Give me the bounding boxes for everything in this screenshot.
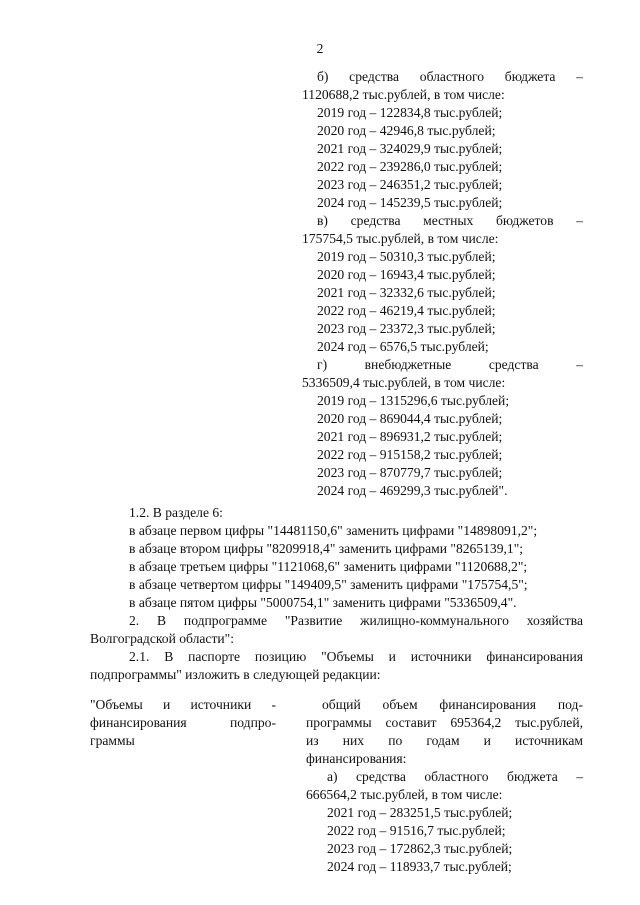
budget-line: 2020 год – 869044,4 тыс.рублей; bbox=[317, 411, 503, 426]
budget-line: 2023 год – 246351,2 тыс.рублей; bbox=[317, 177, 503, 192]
paragraph-2-line2: Волгоградской области": bbox=[90, 631, 235, 646]
budget-line: 2022 год – 915158,2 тыс.рублей; bbox=[317, 447, 503, 462]
table-right-list-line: 2021 год – 283251,5 тыс.рублей; bbox=[327, 805, 513, 820]
paragraph-2-line1: 2. В подпрограмме "Развитие жилищно-коммунального хозяйства bbox=[129, 613, 583, 628]
budget-line: 2021 год – 896931,2 тыс.рублей; bbox=[317, 429, 503, 444]
table-right-intro-line: из них по годам и источникам bbox=[306, 733, 583, 748]
table-right-list-line: 2022 год – 91516,7 тыс.рублей; bbox=[327, 823, 506, 838]
budget-line: 2023 год – 870779,7 тыс.рублей; bbox=[317, 465, 503, 480]
budget-line: 2021 год – 32332,6 тыс.рублей; bbox=[317, 285, 496, 300]
table-right-intro-line: общий объем финансирования под- bbox=[322, 697, 583, 712]
table-right-list-line: а) средства областного бюджета – bbox=[327, 769, 583, 784]
table-right-list-line: 2023 год – 172862,3 тыс.рублей; bbox=[327, 841, 513, 856]
budget-line: 175754,5 тыс.рублей, в том числе: bbox=[302, 231, 499, 246]
table-left-line: "Объемы и источники - bbox=[90, 697, 276, 712]
budget-line: б) средства областного бюджета – bbox=[317, 69, 583, 84]
amendment-item: в абзаце пятом цифры "5000754,1" заменить цифрами "5336509,4". bbox=[129, 595, 517, 610]
budget-line: 2024 год – 469299,3 тыс.рублей". bbox=[317, 483, 508, 498]
table-right-intro-line: программы составит 695364,2 тыс.рублей, bbox=[306, 715, 583, 730]
budget-line: 2024 год – 6576,5 тыс.рублей; bbox=[317, 339, 489, 354]
section-heading: 1.2. В разделе 6: bbox=[129, 505, 223, 520]
budget-line: 2021 год – 324029,9 тыс.рублей; bbox=[317, 141, 503, 156]
table-left-line: граммы bbox=[90, 733, 135, 748]
budget-line: 2019 год – 1315296,6 тыс.рублей; bbox=[317, 393, 510, 408]
table-right-intro-line: финансирования: bbox=[306, 751, 407, 766]
paragraph-2-1-line2: подпрограммы" изложить в следующей редакции: bbox=[90, 667, 381, 682]
budget-line: 2019 год – 122834,8 тыс.рублей; bbox=[317, 105, 503, 120]
budget-line: г) внебюджетные средства – bbox=[317, 357, 583, 372]
budget-line: 2020 год – 16943,4 тыс.рублей; bbox=[317, 267, 496, 282]
budget-line: 2024 год – 145239,5 тыс.рублей; bbox=[317, 195, 503, 210]
budget-line: 5336509,4 тыс.рублей, в том числе: bbox=[302, 375, 506, 390]
paragraph-2-1-line1: 2.1. В паспорте позицию "Объемы и источники финансирования bbox=[129, 649, 583, 664]
amendment-item: в абзаце четвертом цифры "149409,5" заменить цифрами "175754,5"; bbox=[129, 577, 528, 592]
budget-line: 2022 год – 239286,0 тыс.рублей; bbox=[317, 159, 503, 174]
page-number: 2 bbox=[316, 41, 324, 56]
budget-line: 2023 год – 23372,3 тыс.рублей; bbox=[317, 321, 496, 336]
table-right-list-line: 666564,2 тыс.рублей, в том числе: bbox=[306, 787, 503, 802]
budget-line: в) средства местных бюджетов – bbox=[317, 213, 583, 228]
budget-line: 2022 год – 46219,4 тыс.рублей; bbox=[317, 303, 496, 318]
table-right-list-line: 2024 год – 118933,7 тыс.рублей; bbox=[327, 859, 512, 874]
amendment-item: в абзаце третьем цифры "1121068,6" заменить цифрами "1120688,2"; bbox=[129, 559, 528, 574]
budget-line: 2019 год – 50310,3 тыс.рублей; bbox=[317, 249, 496, 264]
table-left-line: финансирования подпро- bbox=[90, 715, 276, 730]
amendment-item: в абзаце первом цифры "14481150,6" заменить цифрами "14898091,2"; bbox=[129, 523, 538, 538]
amendment-item: в абзаце втором цифры "8209918,4" заменить цифрами "8265139,1"; bbox=[129, 541, 524, 556]
budget-line: 2020 год – 42946,8 тыс.рублей; bbox=[317, 123, 496, 138]
budget-line: 1120688,2 тыс.рублей, в том числе: bbox=[302, 87, 505, 102]
